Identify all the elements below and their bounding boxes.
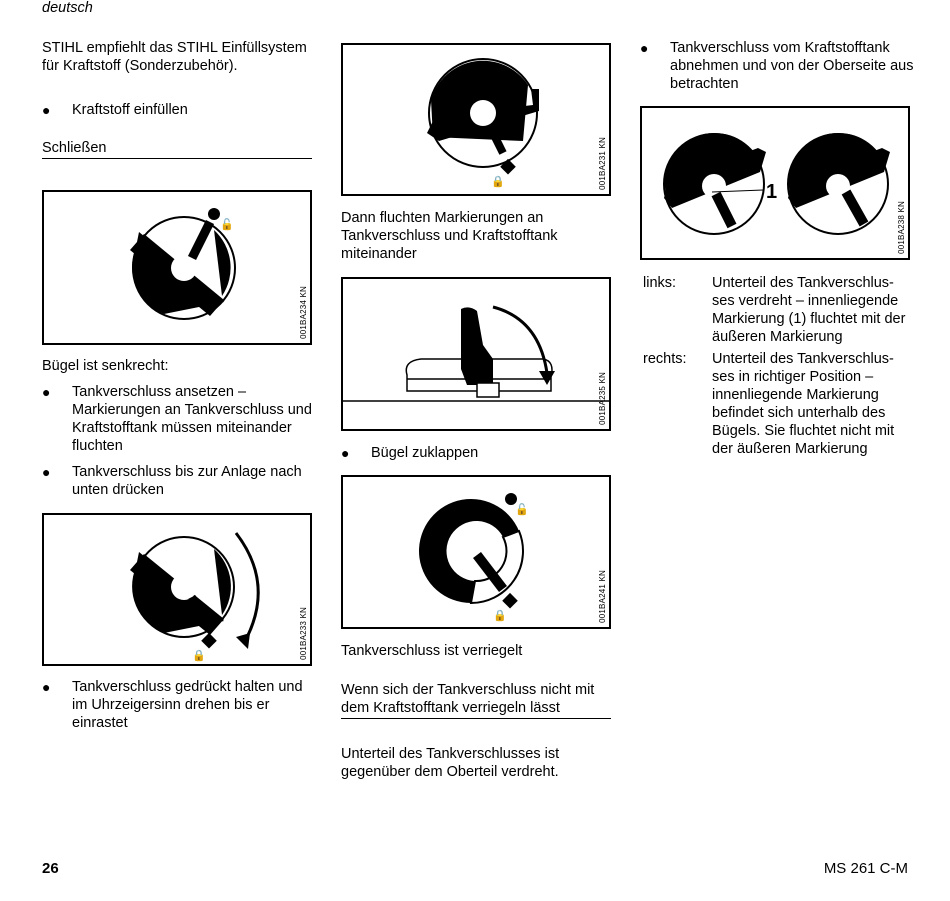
page-number: 26 [42,860,59,877]
figure-cap-side-view [341,277,611,431]
list-item [42,678,317,732]
figure-cap-vertical [42,190,312,345]
figure-code: 001BA241 KN [598,570,607,623]
bullet-icon: ● [640,40,649,56]
model-name: MS 261 C-M [823,860,908,877]
figure-code: 001BA234 KN [299,286,308,339]
bullet-icon: ● [42,679,51,695]
bullet-icon: ● [42,102,51,118]
definition-term: rechts: [643,351,687,367]
intro-text: STIHL empfiehlt das STIHL Einfüllsystem für Kraftstoff (Sonderzubehör). [42,40,307,74]
lock-icon: 🔒 [192,649,206,662]
list-item [341,444,616,462]
bracket-caption: Bügel ist senkrecht: [42,358,169,374]
section-heading: Schließen [42,139,312,159]
figure-cap-press-turn [42,513,312,666]
bullet-text: Tankverschluss bis zur Anlage nach unten drücken [72,464,302,498]
cap-top-illustration [642,108,908,258]
locked-text: Tankverschluss ist verriegelt [341,643,523,659]
section-heading: Wenn sich der Tankverschluss nicht mit dem Kraftstofftank verriegeln lässt [341,681,611,719]
cap-illustration [44,192,310,343]
callout-label: 1 [766,181,778,203]
cap-illustration [343,477,609,627]
definition-term: links: [643,275,677,291]
list-item [640,39,915,93]
definition-item-left [643,274,918,346]
bullet-text: Tankverschluss gedrückt halten und im Uhrzeigersinn drehen bis er einrastet [72,679,303,731]
lock-icon: 🔒 [493,609,507,622]
bullet-text: Bügel zuklappen [371,445,479,461]
figure-cap-top-views [640,106,910,260]
figure-code: 001BA235 KN [598,372,607,425]
bullet-icon: ● [341,445,350,461]
unlock-icon: 🔓 [515,503,529,516]
unlock-icon: 🔓 [220,218,234,231]
definition-desc: Unterteil des Tankverschlus- ses in richtiger Position – innenliegende Markierung befindet sich unterhalb des Bügels. Sie fluchtet nicht mit der äußeren Markierung [712,351,895,457]
figure-cap-locked [341,475,611,629]
list-item [42,101,312,119]
list-item [42,383,312,455]
figure-code: 001BA238 KN [897,201,906,254]
cap-illustration [44,515,310,664]
list-item [42,463,317,499]
figure-cap-aligned [341,43,611,196]
definition-desc: Unterteil des Tankverschlus- ses verdreht – innenliegende Markierung (1) fluchtet mit der äußeren Markierung [712,275,906,345]
figure-code: 001BA233 KN [299,607,308,660]
cap-side-illustration [343,279,609,429]
aligned-text: Dann fluchten Markierungen an Tankverschluss und Kraftstofftank miteinander [341,210,558,262]
bullet-text: Kraftstoff einfüllen [72,102,188,118]
bullet-text: Tankverschluss vom Kraftstofftank abnehmen und von der Oberseite aus betrachten [670,40,914,92]
definition-list [643,274,918,462]
bullet-icon: ● [42,464,51,480]
bullet-icon: ● [42,384,51,400]
cap-illustration [343,45,609,194]
bullet-text: Tankverschluss ansetzen – Markierungen an Tankverschluss und Kraftstofftank müssen miteinander fluchten [72,384,312,454]
figure-code: 001BA231 KN [598,137,607,190]
twisted-text: Unterteil des Tankverschlusses ist gegenüber dem Oberteil verdreht. [341,746,560,780]
lock-icon: 🔒 [491,175,505,188]
definition-item-right [643,350,918,458]
language-label: deutsch [42,0,93,16]
